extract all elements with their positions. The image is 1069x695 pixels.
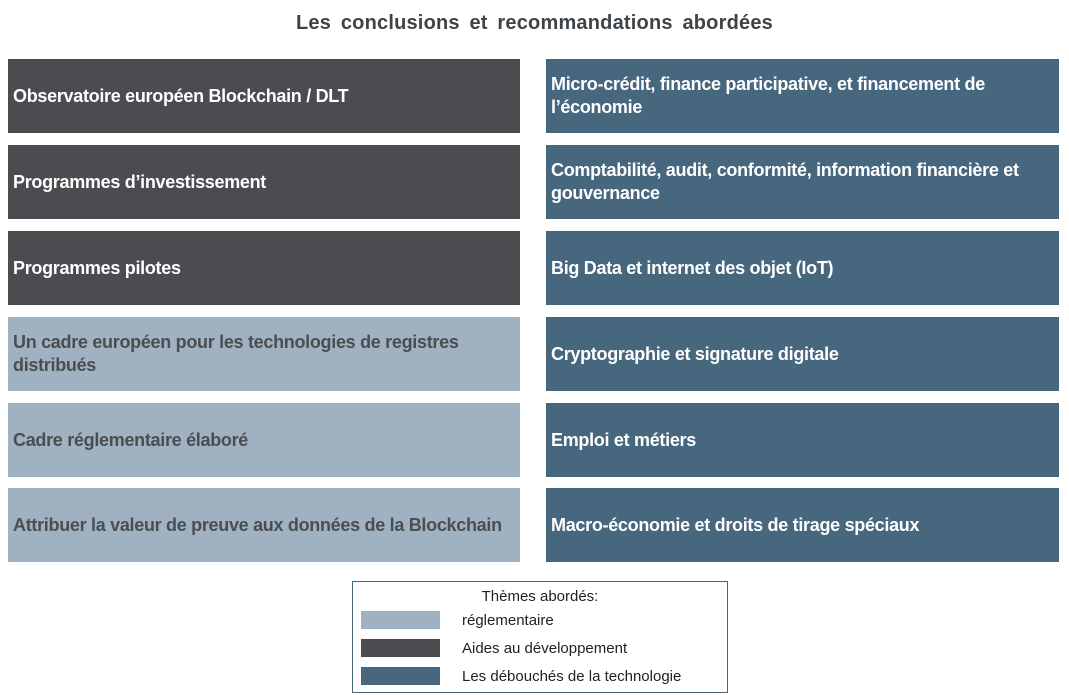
right-box-label: Macro-économie et droits de tirage spéciaux <box>551 514 920 535</box>
right-box-label: Big Data et internet des objet (IoT) <box>551 257 834 278</box>
legend <box>352 581 728 693</box>
left-box-cadre-reglementaire <box>8 403 520 477</box>
left-box-valeur-preuve <box>8 488 520 562</box>
legend-label-reglementaire: réglementaire <box>462 612 554 629</box>
left-box-programmes-investissement <box>8 145 520 219</box>
left-box-label: Programmes pilotes <box>13 257 181 278</box>
right-box-label: Cryptographie et signature digitale <box>551 343 839 364</box>
right-box-label: Micro-crédit, finance participative, et financement de l’économie <box>551 74 985 117</box>
left-box-label: Attribuer la valeur de preuve aux données de la Blockchain <box>13 514 502 535</box>
left-box-programmes-pilotes <box>8 231 520 305</box>
right-box-emploi <box>546 403 1059 477</box>
right-box-comptabilite <box>546 145 1059 219</box>
legend-swatch-debouches <box>361 667 440 685</box>
left-box-label: Programmes d’investissement <box>13 171 267 192</box>
right-box-cryptographie <box>546 317 1059 391</box>
right-box-label: Emploi et métiers <box>551 429 696 450</box>
legend-title: Thèmes abordés: <box>481 588 599 605</box>
right-box-micro-credit <box>546 59 1059 133</box>
legend-label-aides: Aides au développement <box>462 640 628 657</box>
right-box-big-data <box>546 231 1059 305</box>
right-box-label: Comptabilité, audit, conformité, information financière et gouvernance <box>551 160 1019 203</box>
left-box-label: Observatoire européen Blockchain / DLT <box>13 85 349 106</box>
diagram-title: Les conclusions et recommandations abordées <box>296 12 773 34</box>
left-box-observatoire <box>8 59 520 133</box>
legend-label-debouches: Les débouchés de la technologie <box>462 668 682 685</box>
legend-swatch-aides <box>361 639 440 657</box>
left-box-cadre-europeen <box>8 317 520 391</box>
right-box-macro-economie <box>546 488 1059 562</box>
legend-swatch-reglementaire <box>361 611 440 629</box>
left-box-label: Un cadre européen pour les technologies de registres distribués <box>13 332 459 375</box>
left-box-label: Cadre réglementaire élaboré <box>13 429 249 450</box>
